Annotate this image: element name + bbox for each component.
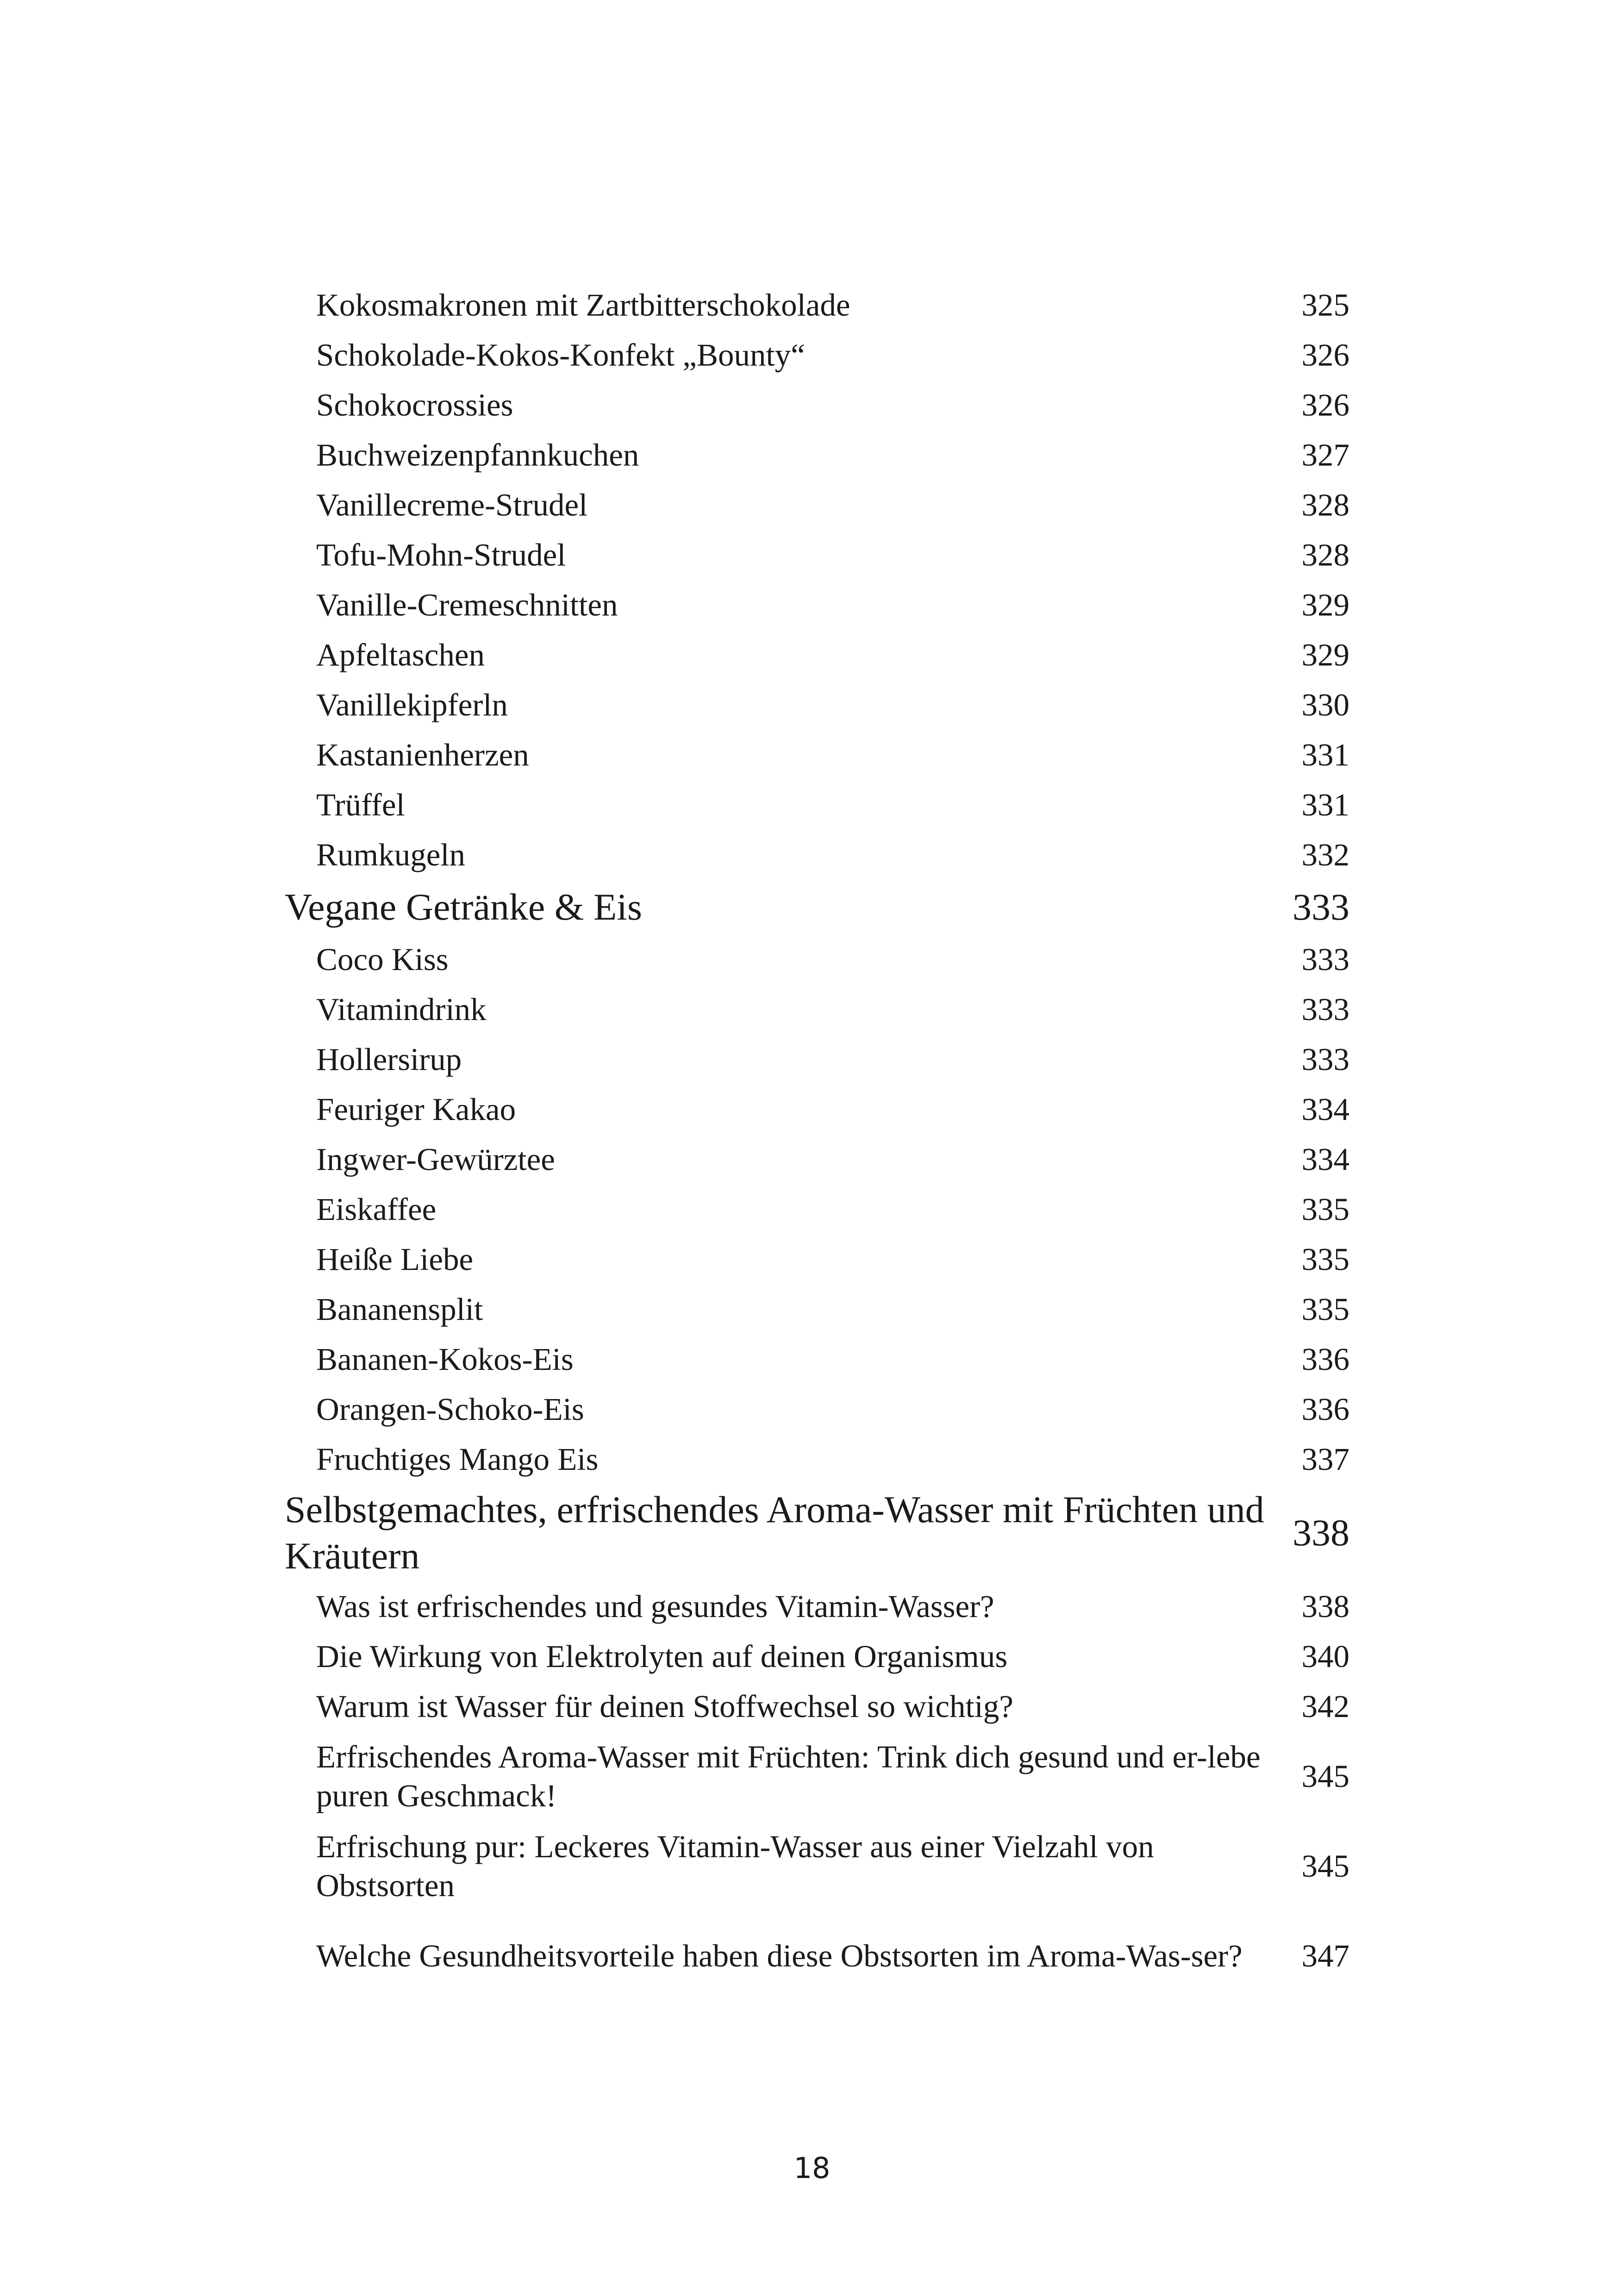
toc-entry[interactable] bbox=[285, 380, 1349, 430]
toc-entry-title: Buchweizenpfannkuchen bbox=[316, 437, 639, 473]
toc-entry[interactable] bbox=[285, 1631, 1349, 1681]
toc-entry[interactable] bbox=[285, 430, 1349, 480]
toc-entry[interactable] bbox=[285, 1384, 1349, 1434]
toc-entry-title: Erfrischendes Aroma-Wasser mit Früchten: Trink dich gesund und er-lebe puren Geschmack! bbox=[316, 1739, 1261, 1813]
toc-entry-page: 345 bbox=[1301, 1759, 1349, 1794]
toc-entry-page: 333 bbox=[1293, 886, 1349, 928]
toc-entry-page: 332 bbox=[1301, 837, 1349, 872]
toc-entry[interactable] bbox=[285, 984, 1349, 1034]
toc-entry-title: Trüffel bbox=[316, 787, 405, 822]
toc-entry[interactable] bbox=[285, 1434, 1349, 1484]
toc-entry-page: 333 bbox=[1301, 942, 1349, 977]
table-of-contents bbox=[285, 280, 1349, 2001]
toc-entry[interactable] bbox=[285, 1731, 1349, 1821]
toc-entry-title: Vanillekipferln bbox=[316, 687, 508, 722]
toc-entry-title: Coco Kiss bbox=[316, 942, 449, 977]
toc-entry[interactable] bbox=[285, 830, 1349, 880]
toc-entry[interactable] bbox=[285, 1084, 1349, 1134]
toc-entry-page: 340 bbox=[1301, 1639, 1349, 1674]
toc-entry[interactable] bbox=[285, 330, 1349, 380]
toc-entry-page: 338 bbox=[1301, 1589, 1349, 1624]
toc-entry-page: 334 bbox=[1301, 1142, 1349, 1177]
toc-entry-page: 333 bbox=[1301, 1042, 1349, 1077]
toc-entry-title: Welche Gesundheitsvorteile haben diese Obstsorten im Aroma-Was-ser? bbox=[316, 1938, 1243, 1973]
toc-entry-title: Was ist erfrischendes und gesundes Vitamin-Wasser? bbox=[316, 1589, 994, 1624]
toc-entry-title: Schokocrossies bbox=[316, 387, 513, 423]
toc-entry-title: Ingwer-Gewürztee bbox=[316, 1142, 555, 1177]
toc-entry-title: Feuriger Kakao bbox=[316, 1092, 516, 1127]
toc-entry-page: 338 bbox=[1293, 1512, 1349, 1554]
toc-entry[interactable] bbox=[285, 1821, 1349, 1911]
toc-entry-title: Apfeltaschen bbox=[316, 637, 485, 672]
toc-entry-title: Hollersirup bbox=[316, 1042, 462, 1077]
toc-entry-title: Heiße Liebe bbox=[316, 1242, 474, 1277]
toc-entry-title: Vegane Getränke & Eis bbox=[285, 886, 642, 928]
toc-entry[interactable] bbox=[285, 580, 1349, 630]
toc-entry-page: 335 bbox=[1301, 1292, 1349, 1327]
toc-entry-page: 347 bbox=[1301, 1938, 1349, 1973]
toc-entry-title: Tofu-Mohn-Strudel bbox=[316, 537, 566, 572]
toc-entry-page: 326 bbox=[1301, 387, 1349, 423]
toc-entry-title: Schokolade-Kokos-Konfekt „Bounty“ bbox=[316, 337, 805, 373]
toc-entry-page: 333 bbox=[1301, 992, 1349, 1027]
toc-entry-page: 328 bbox=[1301, 487, 1349, 523]
toc-section-heading[interactable] bbox=[285, 880, 1349, 934]
page-number: 18 bbox=[793, 2151, 831, 2185]
toc-entry-page: 331 bbox=[1301, 737, 1349, 772]
toc-entry-title: Vitamindrink bbox=[316, 992, 487, 1027]
toc-entry-page: 327 bbox=[1301, 437, 1349, 473]
toc-entry[interactable] bbox=[285, 480, 1349, 530]
toc-entry-page: 336 bbox=[1301, 1342, 1349, 1377]
toc-entry-page: 337 bbox=[1301, 1442, 1349, 1477]
toc-entry-title: Fruchtiges Mango Eis bbox=[316, 1442, 599, 1477]
toc-entry[interactable] bbox=[285, 1284, 1349, 1334]
toc-entry-page: 342 bbox=[1301, 1689, 1349, 1724]
toc-entry-page: 328 bbox=[1301, 537, 1349, 572]
toc-section-heading[interactable] bbox=[285, 1484, 1349, 1581]
toc-entry-page: 331 bbox=[1301, 787, 1349, 822]
toc-entry[interactable] bbox=[285, 1034, 1349, 1084]
toc-entry-title: Kastanienherzen bbox=[316, 737, 529, 772]
toc-entry[interactable] bbox=[285, 280, 1349, 330]
toc-entry-page: 325 bbox=[1301, 287, 1349, 323]
toc-entry-title: Orangen-Schoko-Eis bbox=[316, 1392, 584, 1427]
toc-entry[interactable] bbox=[285, 680, 1349, 730]
toc-entry-title: Bananensplit bbox=[316, 1292, 483, 1327]
toc-entry-page: 336 bbox=[1301, 1392, 1349, 1427]
toc-entry-title: Erfrischung pur: Leckeres Vitamin-Wasser aus einer Vielzahl von Obstsorten bbox=[316, 1829, 1154, 1903]
toc-entry-title: Die Wirkung von Elektrolyten auf deinen Organismus bbox=[316, 1639, 1008, 1674]
toc-entry-title: Bananen-Kokos-Eis bbox=[316, 1342, 574, 1377]
toc-entry-page: 326 bbox=[1301, 337, 1349, 373]
toc-entry[interactable] bbox=[285, 1184, 1349, 1234]
toc-entry-title: Kokosmakronen mit Zartbitterschokolade bbox=[316, 287, 850, 323]
toc-entry[interactable] bbox=[285, 1911, 1349, 2001]
toc-entry[interactable] bbox=[285, 780, 1349, 830]
toc-entry-title: Warum ist Wasser für deinen Stoffwechsel so wichtig? bbox=[316, 1689, 1013, 1724]
toc-entry[interactable] bbox=[285, 1581, 1349, 1631]
toc-entry-page: 334 bbox=[1301, 1092, 1349, 1127]
toc-entry-page: 335 bbox=[1301, 1192, 1349, 1227]
toc-entry-page: 335 bbox=[1301, 1242, 1349, 1277]
toc-entry[interactable] bbox=[285, 630, 1349, 680]
toc-entry[interactable] bbox=[285, 1334, 1349, 1384]
toc-entry[interactable] bbox=[285, 1134, 1349, 1184]
toc-entry[interactable] bbox=[285, 730, 1349, 780]
toc-entry-page: 330 bbox=[1301, 687, 1349, 722]
toc-entry-title: Eiskaffee bbox=[316, 1192, 437, 1227]
toc-entry-title: Rumkugeln bbox=[316, 837, 465, 872]
toc-entry-title: Selbstgemachtes, erfrischendes Aroma-Wasser mit Früchten und Kräutern bbox=[285, 1488, 1264, 1577]
toc-entry-title: Vanille-Cremeschnitten bbox=[316, 587, 618, 622]
toc-entry[interactable] bbox=[285, 1234, 1349, 1284]
toc-entry-title: Vanillecreme-Strudel bbox=[316, 487, 588, 523]
toc-entry[interactable] bbox=[285, 934, 1349, 984]
toc-entry[interactable] bbox=[285, 530, 1349, 580]
toc-entry-page: 345 bbox=[1301, 1848, 1349, 1884]
toc-entry-page: 329 bbox=[1301, 587, 1349, 622]
toc-entry[interactable] bbox=[285, 1681, 1349, 1731]
toc-entry-page: 329 bbox=[1301, 637, 1349, 672]
